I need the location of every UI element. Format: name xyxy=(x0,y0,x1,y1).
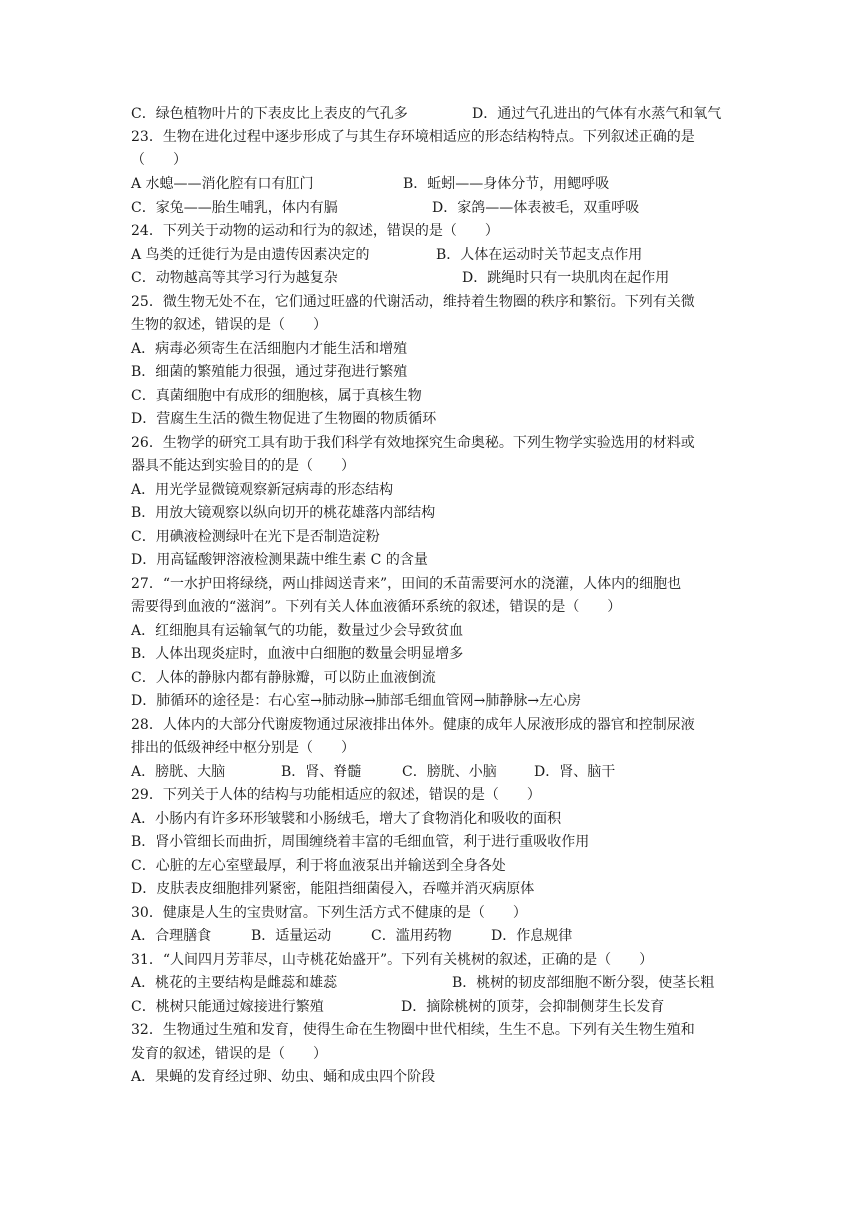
text-line xyxy=(131,409,731,429)
option-text: C．绿色植物叶片的下表皮比上表皮的气孔多 xyxy=(131,106,408,122)
text-line xyxy=(131,691,731,711)
text-line xyxy=(131,762,731,782)
option-text: D．通过气孔进出的气体有水蒸气和氧气 xyxy=(472,106,722,122)
option-text: C．动物越高等其学习行为越复杂 xyxy=(131,270,338,286)
text-line xyxy=(131,150,731,170)
text-line xyxy=(131,245,731,265)
text-line xyxy=(131,644,731,664)
option-text: A 鸟类的迁徙行为是由遗传因素决定的 xyxy=(131,247,370,263)
line-text: C．人体的静脉内都有静脉瓣，可以防止血液倒流 xyxy=(131,670,436,686)
text-line xyxy=(131,362,731,382)
text-line xyxy=(131,997,731,1017)
line-text: 32．生物通过生殖和发育，使得生命在生物圈中世代相续，生生不息。下列有关生物生殖和 xyxy=(131,1022,695,1038)
option-text: C．膀胱、小脑 xyxy=(402,764,497,780)
text-line xyxy=(131,1020,731,1040)
text-line xyxy=(131,527,731,547)
text-line xyxy=(131,292,731,312)
line-text: C．用碘液检测绿叶在光下是否制造淀粉 xyxy=(131,529,380,545)
text-line xyxy=(131,480,731,500)
option-text: D．作息规律 xyxy=(491,928,573,944)
line-text: C．真菌细胞中有成形的细胞核，属于真核生物 xyxy=(131,388,422,404)
option-text: B．人体在运动时关节起支点作用 xyxy=(436,247,643,263)
text-line xyxy=(131,1044,731,1064)
line-text: 生物的叙述，错误的是（ ） xyxy=(131,317,327,333)
line-text: A．果蝇的发育经过卵、幼虫、蛹和成虫四个阶段 xyxy=(131,1069,436,1085)
text-line xyxy=(131,621,731,641)
option-text: A．桃花的主要结构是雌蕊和雄蕊 xyxy=(131,975,338,991)
option-text: A．合理膳食 xyxy=(131,928,212,944)
text-line xyxy=(131,174,731,194)
text-line xyxy=(131,597,731,617)
text-line xyxy=(131,832,731,852)
option-text: D．家鸽——体表被毛，双重呼吸 xyxy=(432,200,640,216)
text-line xyxy=(131,315,731,335)
option-text: C．桃树只能通过嫁接进行繁殖 xyxy=(131,999,324,1015)
line-text: 24．下列关于动物的运动和行为的叙述，错误的是（ ） xyxy=(131,223,499,239)
line-text: D．用高锰酸钾溶液检测果蔬中维生素 C 的含量 xyxy=(131,552,428,568)
text-line xyxy=(131,973,731,993)
line-text: B．细菌的繁殖能力很强，通过芽孢进行繁殖 xyxy=(131,364,408,380)
text-line xyxy=(131,950,731,970)
option-text: C．滥用药物 xyxy=(371,928,452,944)
line-text: 25．微生物无处不在，它们通过旺盛的代谢活动，维持着生物圈的秩序和繁衍。下列有关微 xyxy=(131,294,695,310)
option-text: B．适量运动 xyxy=(251,928,332,944)
text-line xyxy=(131,550,731,570)
line-text: 排出的低级神经中枢分别是（ ） xyxy=(131,740,355,756)
text-line xyxy=(131,268,731,288)
text-line xyxy=(131,433,731,453)
line-text: A．用光学显微镜观察新冠病毒的形态结构 xyxy=(131,482,394,498)
line-text: 27．“一水护田将绿绕，两山排闼送青来”，田间的禾苗需要河水的浇灌，人体内的细胞也 xyxy=(131,576,682,592)
text-line xyxy=(131,856,731,876)
line-text: A．病毒必须寄生在活细胞内才能生活和增殖 xyxy=(131,341,408,357)
line-text: A．小肠内有许多环形皱襞和小肠绒毛，增大了食物消化和吸收的面积 xyxy=(131,811,562,827)
text-line xyxy=(131,926,731,946)
option-text: D．肾、脑干 xyxy=(534,764,616,780)
line-text: B．人体出现炎症时，血液中白细胞的数量会明显增多 xyxy=(131,646,464,662)
option-text: D．跳绳时只有一块肌肉在起作用 xyxy=(462,270,670,286)
line-text: B．肾小管细长而曲折，周围缠绕着丰富的毛细血管，利于进行重吸收作用 xyxy=(131,834,590,850)
line-text: A．红细胞具有运输氧气的功能，数量过少会导致贫血 xyxy=(131,623,464,639)
line-text: 23．生物在进化过程中逐步形成了与其生存环境相适应的形态结构特点。下列叙述正确的是 xyxy=(131,129,695,145)
line-text: 31．“人间四月芳菲尽，山寺桃花始盛开”。下列有关桃树的叙述，正确的是（ ） xyxy=(131,952,654,968)
text-line xyxy=(131,785,731,805)
line-text: 29．下列关于人体的结构与功能相适应的叙述，错误的是（ ） xyxy=(131,787,541,803)
text-line xyxy=(131,574,731,594)
option-text: A 水螅——消化腔有口有肛门 xyxy=(131,176,314,192)
option-text: D．摘除桃树的顶芽，会抑制侧芽生长发育 xyxy=(401,999,665,1015)
text-line xyxy=(131,386,731,406)
text-line xyxy=(131,339,731,359)
text-line xyxy=(131,456,731,476)
text-line xyxy=(131,198,731,218)
line-text: （ ） xyxy=(131,152,187,168)
line-text: C．心脏的左心室壁最厚，利于将血液泵出并输送到全身各处 xyxy=(131,858,506,874)
text-line xyxy=(131,668,731,688)
option-text: C．家兔——胎生哺乳，体内有膈 xyxy=(131,200,338,216)
line-text: 28．人体内的大部分代谢废物通过尿液排出体外。健康的成年人尿液形成的器官和控制尿液 xyxy=(131,717,695,733)
option-text: B．桃树的韧皮部细胞不断分裂，使茎长粗 xyxy=(452,975,715,991)
text-line xyxy=(131,127,731,147)
option-text: A．膀胱、大脑 xyxy=(131,764,226,780)
text-line xyxy=(131,809,731,829)
line-text: D．营腐生生活的微生物促进了生物圈的物质循环 xyxy=(131,411,437,427)
text-line xyxy=(131,104,731,124)
line-text: 26．生物学的研究工具有助于我们科学有效地探究生命奥秘。下列生物学实验选用的材料或 xyxy=(131,435,695,451)
line-text: 器具不能达到实验目的的是（ ） xyxy=(131,458,355,474)
option-text: B．肾、脊髓 xyxy=(281,764,362,780)
option-text: B．蚯蚓——身体分节，用鳃呼吸 xyxy=(403,176,610,192)
text-line xyxy=(131,903,731,923)
text-line xyxy=(131,221,731,241)
line-text: D．肺循环的途径是：右心室→肺动脉→肺部毛细血管网→肺静脉→左心房 xyxy=(131,693,582,709)
text-line xyxy=(131,1067,731,1087)
text-line xyxy=(131,738,731,758)
text-line xyxy=(131,879,731,899)
line-text: 需要得到血液的“滋润”。下列有关人体血液循环系统的叙述，错误的是（ ） xyxy=(131,599,622,615)
text-line xyxy=(131,503,731,523)
text-line xyxy=(131,715,731,735)
line-text: B．用放大镜观察以纵向切开的桃花雄落内部结构 xyxy=(131,505,436,521)
line-text: D．皮肤表皮细胞排列紧密，能阻挡细菌侵入，吞噬并消灭病原体 xyxy=(131,881,535,897)
line-text: 30．健康是人生的宝贵财富。下列生活方式不健康的是（ ） xyxy=(131,905,527,921)
line-text: 发育的叙述，错误的是（ ） xyxy=(131,1046,327,1062)
